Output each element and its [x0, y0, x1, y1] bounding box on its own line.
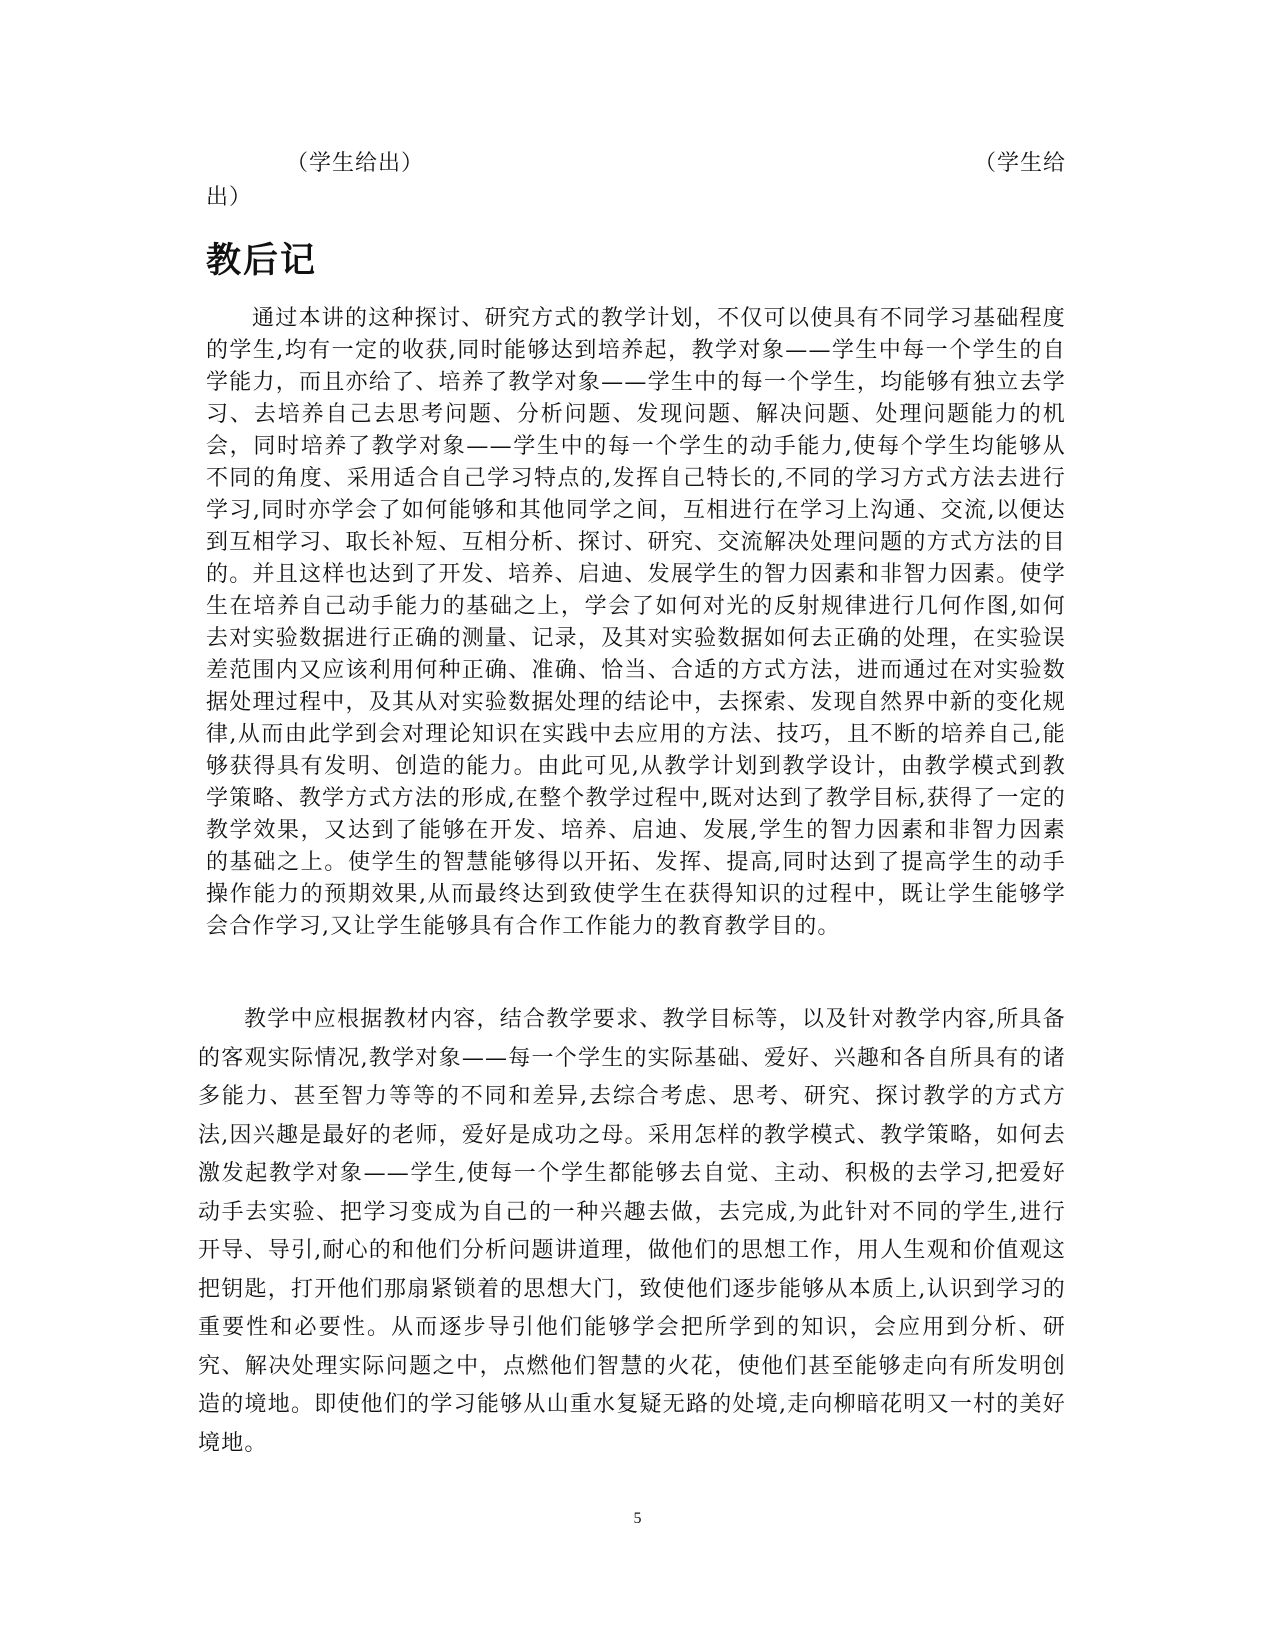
body-paragraph-1: 通过本讲的这种探讨、研究方式的教学计划，不仅可以使具有不同学习基础程度的学生,均有一定的收获,同时能够达到培养起，教学对象——学生中每一个学生的自学能力，而且亦给了、培养了教学对象——学生中的每一个学生，均能够有独立去学习、去培养自己去思考问题、分析问题、发现问题、解决问题、处理问题能力的机会，同时培养了教学对象——学生中的每一个学生的动手能力,使每个学生均能够从不同的角度、采用适合自己学习特点的,发挥自己特长的,不同的学习方式方法去进行学习,同时亦学会了如何能够和其他同学之间，互相进行在学习上沟通、交流,以便达到互相学习、取长补短、互相分析、探讨、研究、交流解决处理问题的方式方法的目的。并且这样也达到了开发、培养、启迪、发展学生的智力因素和非智力因素。使学生在培养自己动手能力的基础之上，学会了如何对光的反射规律进行几何作图,如何去对实验数据进行正确的测量、记录，及其对实验数据如何去正确的处理，在实验误差范围内又应该利用何种正确、准确、恰当、合适的方式方法，进而通过在对实验数据处理过程中，及其从对实验数据处理的结论中，去探索、发现自然界中新的变化规律,从而由此学到会对理论知识在实践中去应用的方法、技巧，且不断的培养自己,能够获得具有发明、创造的能力。由此可见,从教学计划到教学设计，由教学模式到教学策略、教学方式方法的形成,在整个教学过程中,既对达到了教学目标,获得了一定的教学效果，又达到了能够在开发、培养、启迪、发展,学生的智力因素和非智力因素的基础之上。使学生的智慧能够得以开拓、发挥、提高,同时达到了提高学生的动手操作能力的预期效果,从而最终达到致使学生在获得知识的过程中，既让学生能够学会合作学习,又让学生能够具有合作工作能力的教育教学目的。 [206, 306, 1066, 939]
section-heading: 教后记 [206, 241, 318, 281]
student-answer-left: （学生给出） [286, 151, 425, 176]
page-number: 5 [633, 1510, 642, 1527]
student-answer-wrap: 出） [206, 185, 253, 210]
student-answer-wrap-line [206, 181, 1066, 215]
body-paragraph-2: 教学中应根据教材内容，结合教学要求、教学目标等，以及针对教学内容,所具备的客观实际情况,教学对象——每一个学生的实际基础、爱好、兴趣和各自所具有的诸多能力、甚至智力等等的不同和差异,去综合考虑、思考、研究、探讨教学的方式方法,因兴趣是最好的老师，爱好是成功之母。采用怎样的教学模式、教学策略，如何去激发起教学对象——学生,使每一个学生都能够去自觉、主动、积极的去学习,把爱好动手去实验、把学习变成为自己的一种兴趣去做，去完成,为此针对不同的学生,进行开导、导引,耐心的和他们分析问题讲道理，做他们的思想工作，用人生观和价值观这把钥匙，打开他们那扇紧锁着的思想大门，致使他们逐步能够从本质上,认识到学习的重要性和必要性。从而逐步导引他们能够学会把所学到的知识，会应用到分析、研究、解决处理实际问题之中，点燃他们智慧的火花，使他们甚至能够走向有所发明创造的境地。即使他们的学习能够从山重水复疑无路的处境,走向柳暗花明又一村的美好境地。 [198, 1007, 1066, 1456]
student-answer-right: （学生给 [973, 151, 1066, 176]
